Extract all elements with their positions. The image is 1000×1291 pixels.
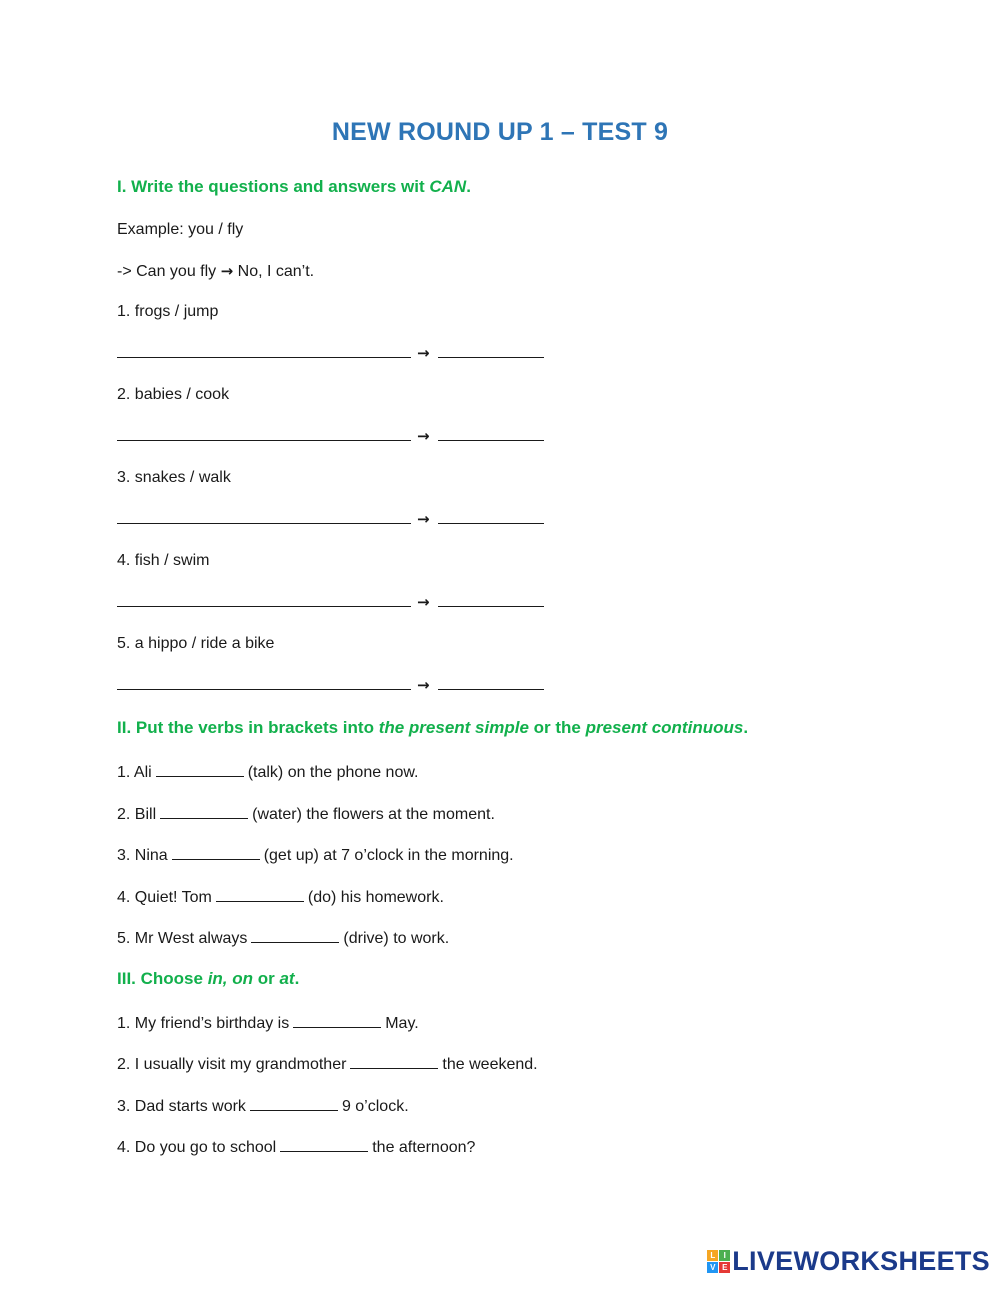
preposition-blank[interactable]: [293, 1012, 381, 1028]
s1-item: 5. a hippo / ride a bike: [117, 635, 275, 652]
s1-answer-row: [117, 674, 544, 694]
example-prompt: Example: you / fly: [117, 221, 244, 238]
s2-item: 3. Nina (get up) at 7 o’clock in the morning.: [117, 844, 514, 866]
section1-heading: I. Write the questions and answers wit CAN.: [117, 177, 471, 196]
page-title: NEW ROUND UP 1 – TEST 9: [331, 118, 669, 146]
liveworksheets-logo: [707, 1246, 990, 1277]
question-blank[interactable]: [117, 674, 411, 690]
answer-blank[interactable]: [438, 591, 544, 607]
arrow-icon: →: [417, 593, 430, 611]
s3-item: 2. I usually visit my grandmother the weekend.: [117, 1053, 538, 1075]
answer-blank[interactable]: [438, 674, 544, 690]
s1-answer-row: [117, 591, 544, 611]
s2-item: 5. Mr West always (drive) to work.: [117, 927, 449, 949]
arrow-icon: →: [220, 262, 234, 280]
question-blank[interactable]: [117, 342, 411, 358]
arrow-icon: →: [417, 344, 430, 362]
section2-heading: II. Put the verbs in brackets into the present simple or the present continuous.: [117, 718, 749, 737]
example-answer: -> Can you fly → No, I can’t.: [117, 262, 315, 280]
s1-answer-row: [117, 508, 544, 528]
section3-heading: III. Choose in, on or at.: [117, 969, 300, 988]
logo-text: LIVEWORKSHEETS: [732, 1246, 990, 1276]
s1-item: 4. fish / swim: [117, 552, 210, 569]
s2-item: 2. Bill (water) the flowers at the moment.: [117, 803, 495, 825]
s2-item: 1. Ali (talk) on the phone now.: [117, 761, 418, 783]
verb-blank[interactable]: [251, 927, 339, 943]
arrow-icon: →: [417, 510, 430, 528]
s3-item: 3. Dad starts work 9 o’clock.: [117, 1095, 409, 1117]
verb-blank[interactable]: [172, 844, 260, 860]
s3-item: 4. Do you go to school the afternoon?: [117, 1136, 475, 1158]
verb-blank[interactable]: [216, 886, 304, 902]
question-blank[interactable]: [117, 508, 411, 524]
preposition-blank[interactable]: [250, 1095, 338, 1111]
answer-blank[interactable]: [438, 508, 544, 524]
verb-blank[interactable]: [156, 761, 244, 777]
logo-mark-icon: L I V E: [707, 1250, 730, 1273]
s1-answer-row: [117, 342, 544, 362]
s1-item: 2. babies / cook: [117, 386, 230, 403]
s2-item: 4. Quiet! Tom (do) his homework.: [117, 886, 444, 908]
s1-answer-row: [117, 425, 544, 445]
s1-item: 1. frogs / jump: [117, 303, 219, 320]
preposition-blank[interactable]: [280, 1136, 368, 1152]
arrow-icon: →: [417, 427, 430, 445]
question-blank[interactable]: [117, 591, 411, 607]
preposition-blank[interactable]: [350, 1053, 438, 1069]
verb-blank[interactable]: [160, 803, 248, 819]
s3-item: 1. My friend’s birthday is May.: [117, 1012, 419, 1034]
s1-item: 3. snakes / walk: [117, 469, 231, 486]
question-blank[interactable]: [117, 425, 411, 441]
answer-blank[interactable]: [438, 342, 544, 358]
answer-blank[interactable]: [438, 425, 544, 441]
arrow-icon: →: [417, 676, 430, 694]
